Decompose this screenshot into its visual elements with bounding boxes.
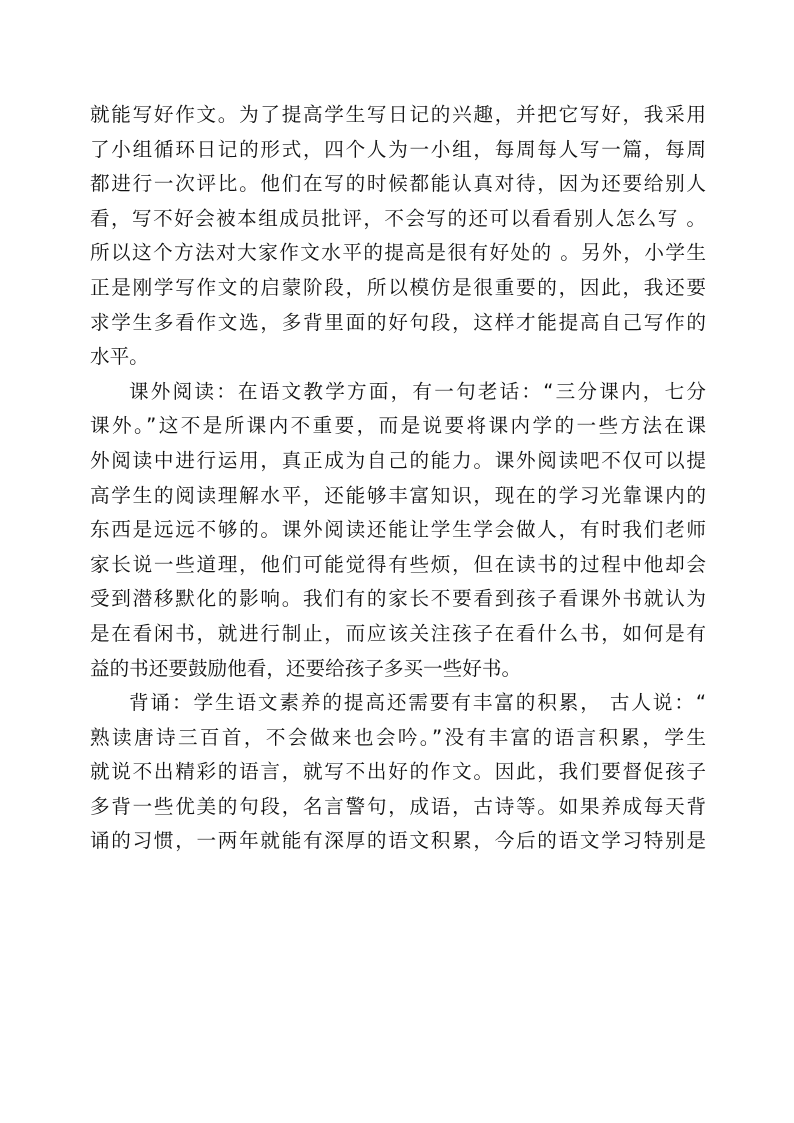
text-line: 熟读唐诗三百首，不会做来也会吟。”没有丰富的语言积累，学生 — [90, 725, 706, 749]
text-line: 外阅读中进行运用，真正成为自己的能力。课外阅读吧不仅可以提 — [90, 448, 706, 472]
paragraph-composition-continuation — [90, 98, 706, 375]
text-line: 所以这个方法对大家作文水平的提高是很有好处的 。另外，小学生 — [90, 241, 706, 265]
text-line: 诵的习惯，一两年就能有深厚的语文积累，今后的语文学习特别是 — [90, 829, 706, 853]
text-line: 了小组循环日记的形式，四个人为一小组，每周每人写一篇，每周 — [90, 137, 706, 161]
text-line: 东西是远远不够的。课外阅读还能让学生学会做人，有时我们老师 — [90, 518, 706, 542]
text-line: 高学生的阅读理解水平，还能够丰富知识，现在的学习光靠课内的 — [90, 483, 706, 507]
text-line: 课外阅读：在语文教学方面，有一句老话：“三分课内，七分 — [129, 379, 706, 403]
text-line: 水平。 — [90, 345, 149, 369]
text-line: 看，写不好会被本组成员批评，不会写的还可以看看别人怎么写 。 — [90, 206, 706, 230]
paragraph-extracurricular-reading — [90, 375, 706, 686]
text-line: 就说不出精彩的语言，就写不出好的作文。因此，我们要督促孩子 — [90, 760, 706, 784]
text-line: 益的书还要鼓励他看，还要给孩子多买一些好书。 — [90, 656, 522, 680]
text-line: 正是刚学写作文的启蒙阶段，所以模仿是很重要的，因此，我还要 — [90, 275, 706, 299]
document-body — [90, 98, 706, 859]
text-line: 都进行一次评比。他们在写的时候都能认真对待，因为还要给别人 — [90, 172, 706, 196]
text-line: 多背一些优美的句段，名言警句，成语，古诗等。如果养成每天背 — [90, 794, 706, 818]
text-line: 家长说一些道理，他们可能觉得有些烦，但在读书的过程中他却会 — [90, 552, 706, 576]
text-line: 就能写好作文。为了提高学生写日记的兴趣，并把它写好，我采用 — [90, 103, 706, 126]
text-line: 是在看闲书，就进行制止，而应该关注孩子在看什么书，如何是有 — [90, 621, 706, 645]
text-line: 背诵：学生语文素养的提高还需要有丰富的积累， 古人说：“ — [129, 691, 706, 715]
text-line: 课外。”这不是所课内不重要，而是说要将课内学的一些方法在课 — [90, 414, 706, 438]
paragraph-recitation — [90, 686, 706, 859]
text-line: 受到潜移默化的影响。我们有的家长不要看到孩子看课外书就认为 — [90, 587, 706, 611]
text-line: 求学生多看作文选，多背里面的好句段，这样才能提高自己写作的 — [90, 310, 706, 334]
